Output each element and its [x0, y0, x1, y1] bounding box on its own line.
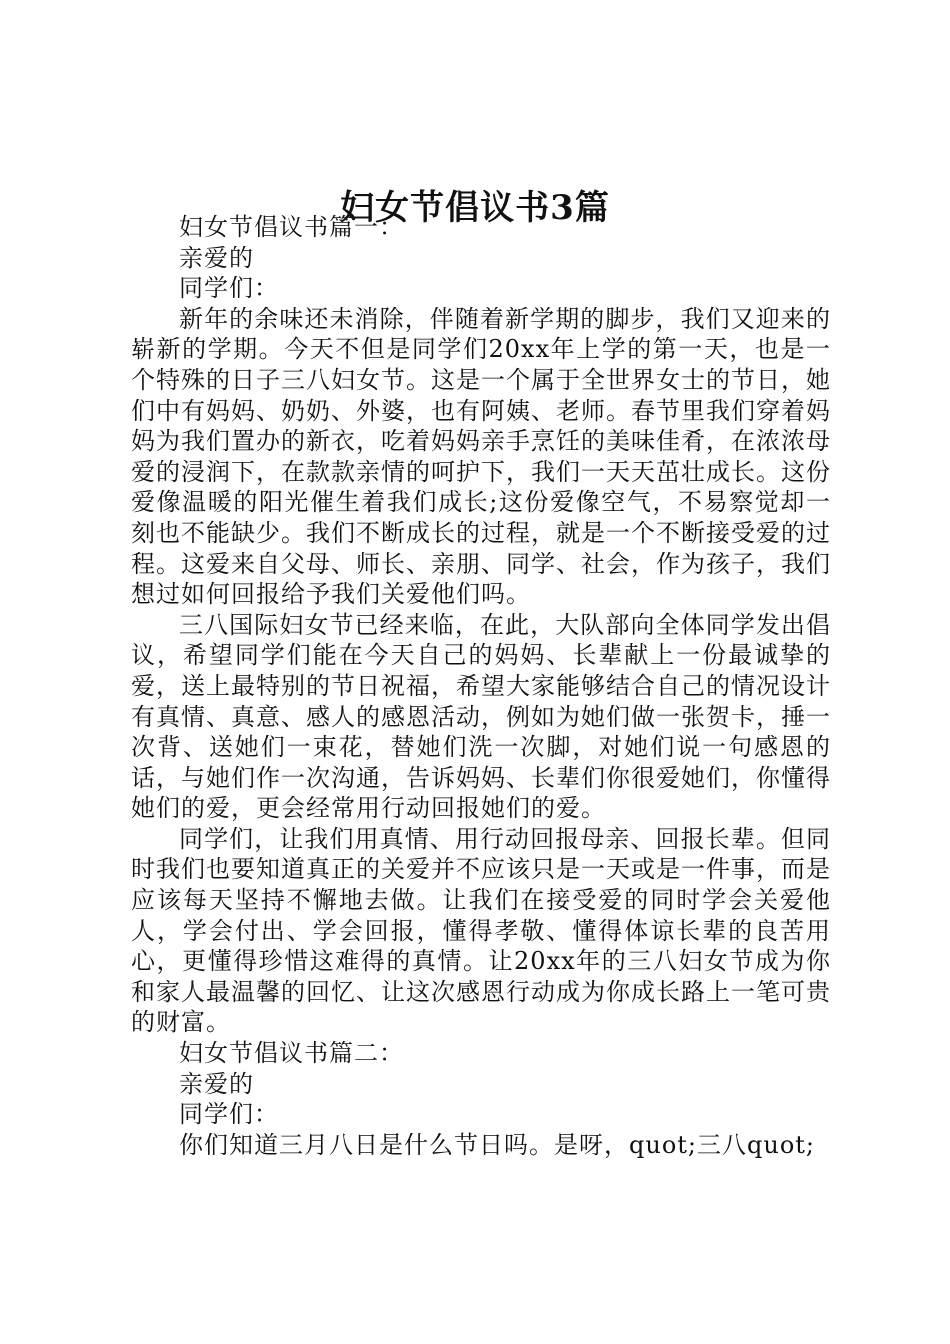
salutation-line-1: 亲爱的: [179, 243, 254, 272]
section-heading-1: 妇女节倡议书篇一：: [179, 213, 404, 241]
body-paragraph: 三八国际妇女节已经来临，在此，大队部向全体同学发出倡议，希望同学们能在今天自己的妈妈、长辈献上一份最诚挚的爱，送上最特别的节日祝福，希望大家能够结合自己的情况设计有真情、真意、感人的感恩活动，例如为她们做一张贺卡，捶一次背、送她们一束花，替她们洗一次脚，对她们说一句感恩的话，与她们作一次沟通，告诉妈妈、长辈们你很爱她们，你懂得她们的爱，更会经常用行动回报她们的爱。: [131, 610, 831, 823]
salutation-line-1: 亲爱的: [179, 1069, 254, 1098]
body-paragraph: 同学们，让我们用真情、用行动回报母亲、回报长辈。但同时我们也要知道真正的关爱并不应该只是一天或是一件事，而是应该每天坚持不懈地去做。让我们在接受爱的同时学会关爱他人，学会付出、学会回报，懂得孝敬、懂得体谅长辈的良苦用心，更懂得珍惜这难得的真情。让20xx年的三八妇女节成为你和家人最温馨的回忆、让这次感恩行动成为你成长路上一笔可贵的财富。: [131, 824, 831, 1037]
document-title: 妇女节倡议书3篇: [340, 188, 610, 228]
body-paragraph: 你们知道三月八日是什么节日吗。是呀，quot;三八quot;: [179, 1130, 815, 1159]
body-paragraph: 新年的余味还未消除，伴随着新学期的脚步，我们又迎来的崭新的学期。今天不但是同学们20xx年上学的第一天，也是一个特殊的日子三八妇女节。这是一个属于全世界女士的节日，她们中有妈妈、奶奶、外婆，也有阿姨、老师。春节里我们穿着妈妈为我们置办的新衣，吃着妈妈亲手烹饪的美味佳肴，在浓浓母爱的浸润下，在款款亲情的呵护下，我们一天天茁壮成长。这份爱像温暖的阳光催生着我们成长;这份爱像空气，不易察觉却一刻也不能缺少。我们不断成长的过程，就是一个不断接受爱的过程。这爱来自父母、师长、亲朋、同学、社会，作为孩子，我们想过如何回报给予我们关爱他们吗。: [131, 304, 831, 609]
document-body: [131, 212, 831, 1160]
salutation-line-2: 同学们：: [179, 1100, 279, 1129]
section-heading-2: 妇女节倡议书篇二：: [179, 1039, 404, 1068]
salutation-line-2: 同学们：: [179, 274, 279, 303]
